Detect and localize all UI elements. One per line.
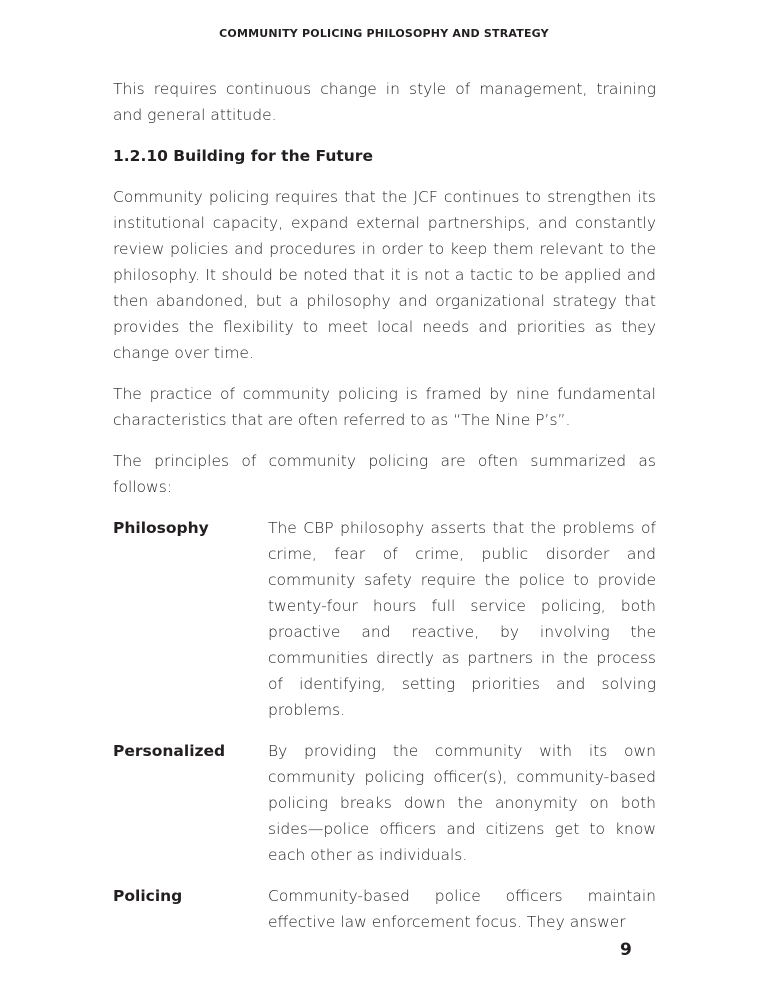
definition-item [113,515,656,723]
paragraph: The practice of community policing is framed by nine fundamental characteristics that are often referred to as “The Nine P’s”. [113,385,656,429]
paragraph: The principles of community policing are often summarized as follows: [113,452,656,496]
definition-text: The CBP philosophy asserts that the problems of crime, fear of crime, public disorder and community safety require the police to provide twenty-four hours full service policing, both proactive and reactive, by involving the communities directly as partners in the process of identifying, setting priorities and solving problems. [268,519,656,719]
paragraph: This requires continuous change in style of management, training and general attitude. [113,80,656,124]
section-heading: 1.2.10 Building for the Future [113,147,373,165]
definition-term: Philosophy [113,519,209,537]
definition-term: Policing [113,887,183,905]
definition-text: By providing the community with its own community policing officer(s), community-based policing breaks down the anonymity on both sides—police officers and citizens get to know each other as individuals. [268,742,656,864]
page-number: 9 [620,940,632,960]
definition-item [113,738,656,868]
paragraph: Community policing requires that the JCF continues to strengthen its institutional capacity, expand external partnerships, and constantly review policies and procedures in order to keep them relevant to the philosophy. It should be noted that it is not a tactic to be applied and then abandoned, but a philosophy and organizational strategy that provides the flexibility to meet local needs and priorities as they change over time. [113,188,656,362]
definition-term: Personalized [113,742,226,760]
page-body [113,76,656,950]
definition-item [113,883,656,935]
running-header: COMMUNITY POLICING PHILOSOPHY AND STRATEGY [219,27,549,40]
definition-text: Community-based police officers maintain effective law enforcement focus. They answer [268,887,656,931]
